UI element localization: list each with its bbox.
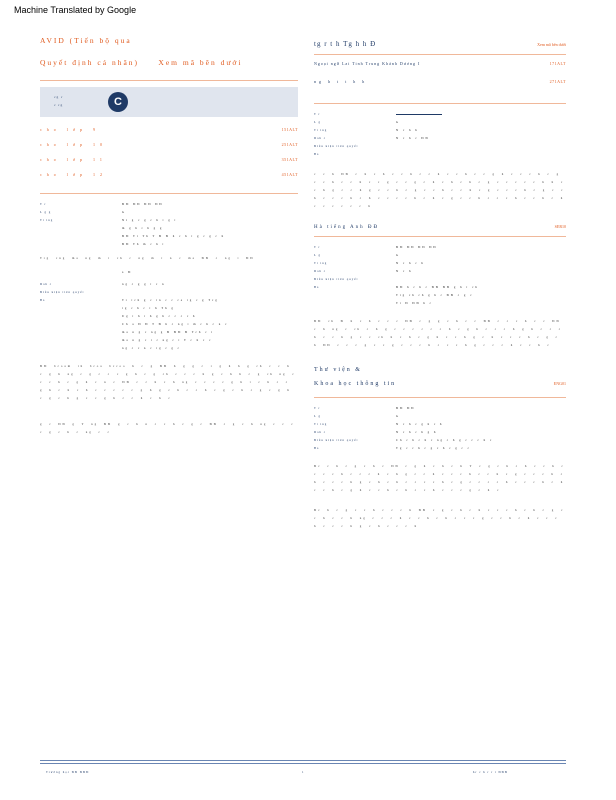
- detail-value: N c h h: [396, 128, 419, 132]
- body-paragraph: ĐĐ bcoam th bcoa bccoo h c g ĐĐ h g g c r g h h g ch c c h c g h ng c g c c c g h c g ch c c c h g c h h c g ch ng c c c h c g h c n c ĐĐ c c h c h ng c c c c g h t c h c c g h c h c h c c c c c g h g c h c c h c g c h c g c g h c g c h g c c g h c c h c h c: [40, 364, 296, 400]
- list-item: Ug t h t h g h c c c c h: [122, 314, 197, 318]
- detail-row: [314, 412, 566, 420]
- bullet-list: [40, 304, 298, 352]
- body-paragraph: Đc h c g c c h c c c h ĐĐ c g c h c h c c c h c h c g c c h c c h ng c c c h c c h c h c c c g c c h c h c c c h c c c h g c h c c c h: [314, 508, 565, 528]
- detail-key: Tt ing: [314, 128, 328, 132]
- detail-key: Tt ing: [40, 218, 54, 222]
- detail-key: Dah c: [314, 136, 327, 140]
- section-code: SER10: [554, 224, 566, 229]
- detail-value: [122, 288, 298, 296]
- grade-row: [40, 157, 298, 172]
- left-column: [40, 30, 298, 442]
- divider: [314, 103, 566, 104]
- detail-value: N c h c g h c h: [396, 422, 444, 426]
- detail-value: G: [396, 120, 401, 124]
- detail-key: Dah c: [40, 282, 53, 286]
- detail-row: [314, 428, 566, 436]
- detail-key: Điều kiện tiên quyết: [40, 290, 85, 294]
- course-details-a: [40, 200, 298, 248]
- body-paragraph: ĐĐ ch Đ h c h c c c ĐĐ c g g c h c c ĐĐ c c c h c c ĐĐ c h ng c ch c h g c c c c c c h c g h c c c h g h c c c h c c h g c c ch h c h c g h c c h g c h c c c h c g c h ĐĐ c c c g c c g c c c h c c c h g c c c h c c h c: [314, 319, 563, 347]
- detail-key: T r: [40, 202, 47, 206]
- divider: [314, 54, 566, 55]
- detail-key: T r: [314, 406, 321, 410]
- logo-text: [54, 93, 63, 109]
- course-title-line-2-a: Quyết định cá nhân): [40, 58, 140, 67]
- course-details-b: [314, 243, 566, 307]
- detail-value: N c h c h: [396, 261, 425, 265]
- list-item: tg c h c t h Th g: [122, 306, 175, 310]
- footer-divider: [40, 760, 566, 761]
- detail-key: Dah c: [314, 269, 327, 273]
- detail-value: ĐĐ ĐĐ: [396, 406, 416, 410]
- detail-value: G: [396, 414, 401, 418]
- detail-value: m g h r h g g: [122, 226, 164, 230]
- detail-value: N c h c ĐĐ: [396, 136, 430, 140]
- detail-key: L g: [314, 414, 321, 418]
- grade-row: [40, 142, 298, 157]
- detail-key: Điều kiện tiên quyết: [314, 144, 359, 148]
- detail-value: Ttg ch ch g h c ĐĐ c g c: [396, 293, 474, 297]
- detail-key: Tt ing: [314, 422, 328, 426]
- detail-key: L g: [314, 120, 321, 124]
- detail-value: ĐĐ Tt Th T Đ Đ h c h t g c g c h: [122, 234, 226, 238]
- detail-value: [396, 275, 566, 283]
- footer-divider: [40, 763, 566, 764]
- detail-value: ĐĐ Th m c h t: [122, 242, 166, 246]
- grade-label: cho lớp 9: [40, 127, 101, 132]
- grade-label: cho lớp 12: [40, 172, 108, 177]
- detail-value: [396, 150, 566, 158]
- divider: [40, 193, 298, 194]
- list-item: ma n g c ng g Đ ĐĐ Đ Tch c t: [122, 330, 214, 334]
- detail-row: [314, 150, 566, 158]
- link-rows: [314, 61, 566, 97]
- detail-key: T r: [314, 245, 321, 249]
- detail-value: N c h: [396, 269, 413, 273]
- detail-row: [314, 134, 566, 142]
- detail-value: Tt Đ ĐĐ h c: [396, 301, 433, 305]
- detail-row: [40, 216, 298, 224]
- detail-key: Tt ing: [314, 261, 328, 265]
- footer-right: hr c h r r t ĐĐĐ: [472, 770, 508, 774]
- logo-mark-icon: C: [108, 92, 128, 112]
- logo-text-line-1: cg r: [54, 95, 64, 99]
- grade-label: cho lớp 11: [40, 157, 107, 162]
- top-header-row: [314, 40, 566, 48]
- detail-row: [40, 240, 298, 248]
- course-label: ng h t t h h: [314, 79, 368, 84]
- detail-key: Ba: [40, 298, 46, 302]
- grade-label: cho lớp 10: [40, 142, 108, 147]
- section-header: [314, 224, 566, 230]
- detail-value: N c h c h g h: [396, 430, 438, 434]
- list-item: Ch a Đ Đ T Đ h c ng t m c h c n c: [122, 322, 229, 326]
- detail-row: [314, 444, 566, 452]
- grade-code-list: [40, 127, 298, 187]
- detail-row: [40, 288, 298, 296]
- machine-translation-banner: Machine Translated by Google: [14, 5, 137, 15]
- detail-row: [40, 280, 298, 288]
- course-title-line-1: AVID (Tiến bộ qua: [40, 36, 132, 45]
- section-title-line-2: Khoa học thông tin: [314, 381, 397, 387]
- detail-row: [40, 232, 298, 240]
- detail-row: [40, 296, 298, 304]
- see-code-below-link[interactable]: Xem mã bên dưới: [158, 58, 243, 67]
- detail-row: [314, 436, 566, 444]
- body-paragraph: c c h ĐĐ c h c h c c h c c h c c h c c g h c c c h c g c c h c c h c c g c c g c h c h c h c g c c c c c h h c c h g c c h g c c h c g c c h c c h c g c c c h c g c c h c c c h c h c c c c h c h c g c c h c c c h c c h c h c c c c c c h: [314, 172, 565, 208]
- detail-value: [396, 142, 566, 150]
- grade-row: [40, 172, 298, 187]
- detail-row: [40, 268, 298, 276]
- detail-row: [314, 243, 566, 251]
- page-number: 1: [302, 770, 305, 774]
- detail-row: [314, 110, 566, 118]
- detail-key: Điều kiện tiên quyết: [314, 277, 359, 281]
- course-row: [314, 79, 566, 97]
- course-label: Ngoại ngữ Lai Tinh Trung Khánh Dương I: [314, 61, 421, 66]
- detail-value: Tg c c h c g c h c g c c: [396, 446, 471, 450]
- detail-row: [314, 251, 566, 259]
- course-details-a: [314, 110, 566, 158]
- right-column: [314, 30, 566, 536]
- section-code: ENG01: [553, 381, 566, 386]
- detail-row: [314, 118, 566, 126]
- detail-key: Ba: [314, 285, 320, 289]
- body-paragraph: g c ĐĐ g T ng ĐĐ g c h n c c h c g c ĐĐ c g c h ng c c c c g c h c ng c c: [40, 422, 295, 434]
- detail-value: ĐĐ ĐĐ ĐĐ ĐĐ: [396, 245, 438, 249]
- detail-value: ng c g g t c n: [122, 282, 166, 286]
- logo-banner: [40, 87, 298, 117]
- course-title: [40, 30, 298, 74]
- detail-value: G: [122, 210, 127, 214]
- detail-row: [40, 200, 298, 208]
- section-header: [314, 363, 566, 391]
- detail-row: [314, 142, 566, 150]
- detail-row: [314, 275, 566, 283]
- detail-key: Dah c: [314, 430, 327, 434]
- footer-left: Trường học ĐĐ ĐĐĐ: [46, 770, 90, 774]
- top-line: tg r t h Tg h h Đ: [314, 40, 377, 48]
- grade-code: 251ALT: [281, 142, 298, 147]
- detail-value: Ni g c g c h t g t: [122, 218, 178, 222]
- course-title-line-2: [40, 52, 298, 74]
- divider: [314, 236, 566, 237]
- detail-value: a Đ: [122, 270, 133, 274]
- section-title-row: [314, 377, 566, 391]
- detail-key: L g: [314, 253, 321, 257]
- divider: [40, 80, 298, 81]
- note-paragraph: Trg cng ma ng m t ch c ng m t n c ma ĐĐ c ng t ĐĐ: [40, 256, 255, 260]
- detail-row: [314, 267, 566, 275]
- course-code: 171ALT: [549, 61, 566, 66]
- body-paragraph: Đc c h c g c h c ĐĐ c g h c h c h T c g c h c h c c h c c c c h c c c h c h g c c h c c c h c c h c g c c c h c h c c c h g c h c h c c c c h c g c c c c h c c c h c h c c h c g h c c h c h c c h c c c g c h c: [314, 464, 565, 492]
- list-item: ng c c n c tg c g c: [122, 346, 181, 350]
- grade-row: [40, 127, 298, 142]
- detail-value: Tr tch g c tn c c ca tg c g Tcg: [122, 298, 219, 302]
- course-details-b: [40, 280, 298, 304]
- grade-code: 351ALT: [281, 157, 298, 162]
- course-details-c: [314, 404, 566, 452]
- detail-row: [314, 291, 566, 299]
- detail-row: [314, 259, 566, 267]
- underline: [396, 113, 442, 115]
- detail-row: [314, 420, 566, 428]
- grade-code: 451ALT: [281, 172, 298, 177]
- logo-text-line-2: c rg: [54, 103, 64, 107]
- see-code-below-link[interactable]: Xem mã bên dưới: [537, 42, 566, 47]
- course-row: [314, 61, 566, 79]
- detail-value: ĐĐ h c h c ĐĐ ĐĐ g h t ch: [396, 285, 479, 289]
- detail-value: G: [396, 253, 401, 257]
- detail-key: Ba: [314, 152, 320, 156]
- detail-value: [396, 110, 566, 118]
- course-code: 271ALT: [549, 79, 566, 84]
- grade-code: 151ALT: [281, 127, 298, 132]
- detail-row: [314, 299, 566, 307]
- section-title: Hà tiếng Anh ĐĐ: [314, 225, 380, 230]
- detail-key: Điều kiện tiên quyết: [314, 438, 359, 442]
- detail-key: Ba: [314, 446, 320, 450]
- detail-key: T r: [314, 112, 321, 116]
- detail-row: [40, 224, 298, 232]
- detail-row: [40, 208, 298, 216]
- detail-key: L g g: [40, 210, 52, 214]
- section-title-line-1: Thư viện &: [314, 367, 362, 373]
- detail-row: [314, 126, 566, 134]
- detail-value: Ch c h c h c ng c h g c c c h c: [396, 438, 494, 442]
- divider: [314, 397, 566, 398]
- list-item: ma n g c t c ng c t T c h c c: [122, 338, 213, 342]
- detail-row: [314, 283, 566, 291]
- detail-value: ĐĐ ĐĐ ĐĐ ĐĐ: [122, 202, 164, 206]
- detail-row: [314, 404, 566, 412]
